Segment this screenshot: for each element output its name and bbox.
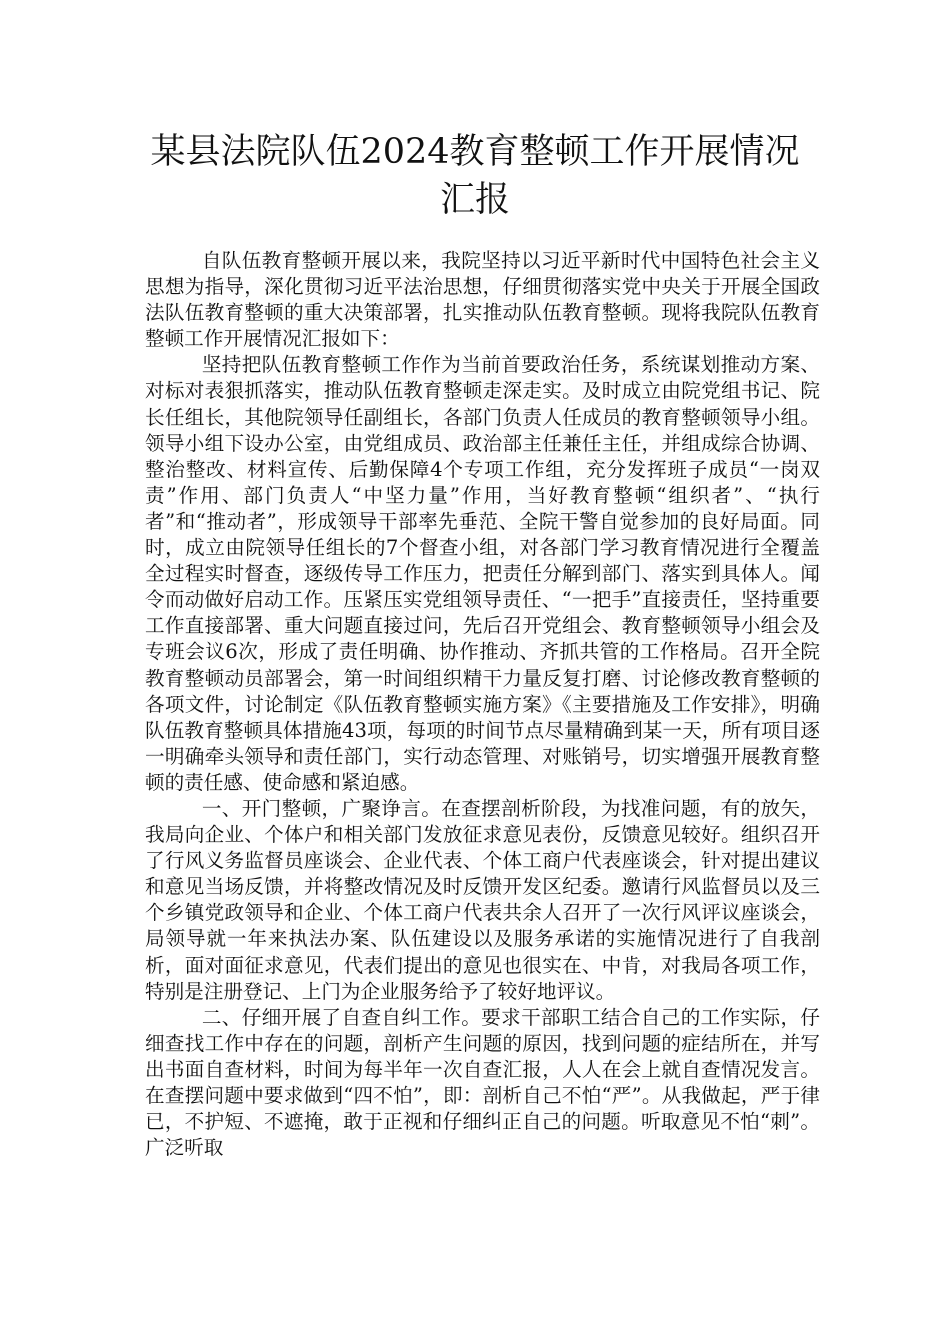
title-line-1: 某县法院队伍2024教育整顿工作开展情况 [150,132,800,172]
document-title [130,128,820,224]
paragraph-organization: 坚持把队伍教育整顿工作作为当前首要政治任务，系统谋划推动方案、对标对表狠抓落实，推动队伍教育整顿走深走实。及时成立由院党组书记、院长任组长，其他院领导任副组长，各部门负责人任成员的教育整顿领导小组。领导小组下设办公室，由党组成员、政治部主任兼任主任，并组成综合协调、整治整改、材料宣传、后勤保障4个专项工作组，充分发挥班子成员“一岗双责”作用、部门负责人“中坚力量”作用，当好教育整顿“组织者”、“执行者”和“推动者”，形成领导干部率先垂范、全院干警自觉参加的良好局面。同时，成立由院领导任组长的7个督查小组，对各部门学习教育情况进行全覆盖全过程实时督查，逐级传导工作压力，把责任分解到部门、落实到具体人。闻令而动做好启动工作。压紧压实党组领导责任、“一把手”直接责任，坚持重要工作直接部署、重大问题直接过问，先后召开党组会、教育整顿领导小组会及专班会议6次，形成了责任明确、协作推动、齐抓共管的工作格局。召开全院教育整顿动员部署会，第一时间组织精干力量反复打磨、讨论修改教育整顿的各项文件，讨论制定《队伍教育整顿实施方案》《主要措施及工作安排》，明确队伍教育整顿具体措施43项，每项的时间节点尽量精确到某一天，所有项目逐一明确牵头领导和责任部门，实行动态管理、对账销号，切实增强开展教育整顿的责任感、使命感和紧迫感。 [145,353,820,794]
paragraph-section-2: 二、仔细开展了自查自纠工作。要求干部职工结合自己的工作实际，仔细查找工作中存在的问题，剖析产生问题的原因，找到问题的症结所在，并写出书面自查材料，时间为每半年一次自查汇报，人人在会上就自查情况发言。在查摆问题中要求做到“四不怕”，即：剖析自己不怕“严”。从我做起，严于律已，不护短、不遮掩，敢于正视和仔细纠正自己的问题。听取意见不怕“刺”。广泛听取 [145,1005,820,1160]
paragraph-intro: 自队伍教育整顿开展以来，我院坚持以习近平新时代中国特色社会主义思想为指导，深化贯彻习近平法治思想，仔细贯彻落实党中央关于开展全国政法队伍教育整顿的重大决策部署，扎实推动队伍教育整顿。现将我院队伍教育整顿工作开展情况汇报如下： [145,249,820,351]
paragraph-section-1: 一、开门整顿，广聚诤言。在查摆剖析阶段，为找准问题，有的放矢，我局向企业、个体户和相关部门发放征求意见表份，反馈意见较好。组织召开了行风义务监督员座谈会、企业代表、个体工商户代表座谈会，针对提出建议和意见当场反馈，并将整改情况及时反馈开发区纪委。邀请行风监督员以及三个乡镇党政领导和企业、个体工商户代表共余人召开了一次行风评议座谈会，局领导就一年来执法办案、队伍建设以及服务承诺的实施情况进行了自我剖析，面对面征求意见，代表们提出的意见也很实在、中肯，对我局各项工作，特别是注册登记、上门为企业服务给予了较好地评议。 [145,796,820,1003]
title-line-2: 汇报 [439,180,510,220]
document-body [145,248,820,1161]
